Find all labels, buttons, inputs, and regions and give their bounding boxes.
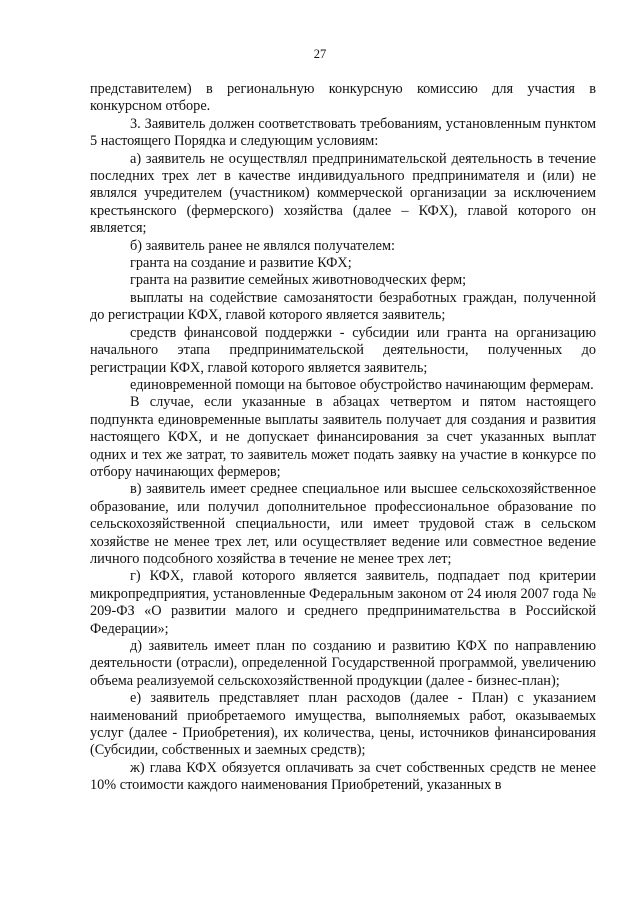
paragraph: е) заявитель представляет план расходов (далее - План) с указанием наименований приобретаемого имущества, выполняемых работ, оказываемых услуг (далее - Приобретения), их количества, цены, источников финансирования (Субсидии, собственных и заемных средств);	[90, 690, 596, 759]
paragraph: ж) глава КФХ обязуется оплачивать за счет собственных средств не менее 10% стоимости каждого наименования Приобретений, указанных в	[90, 759, 596, 794]
paragraph: б) заявитель ранее не являлся получателем:	[130, 237, 396, 254]
paragraph: выплаты на содействие самозанятости безработных граждан, полученной до регистрации КФХ, главой которого является заявитель;	[90, 289, 596, 324]
paragraph: г) КФХ, главой которого является заявитель, подпадает под критерии микропредприятия, установленные Федеральным законом от 24 июля 2007 года № 209-ФЗ «О развитии малого и среднего предпринимательства в Российской Федерации»;	[90, 568, 596, 637]
paragraph: в) заявитель имеет среднее специальное или высшее сельскохозяйственное образование, или получил дополнительное профессиональное образование по сельскохозяйственной специальности, или имеет трудовой стаж в сельском хозяйстве не менее трех лет, или осуществляет ведение или совместное ведение личного подсобного хозяйства в течение не менее трех лет;	[90, 481, 596, 567]
paragraph: 3. Заявитель должен соответствовать требованиям, установленным пунктом 5 настоящего Порядка и следующим условиям:	[90, 115, 596, 150]
paragraph: д) заявитель имеет план по созданию и развитию КФХ по направлению деятельности (отрасли), определенной Государственной программой, увеличению объема реализуемой сельскохозяйственной продукции (далее - бизнес-план);	[90, 638, 596, 689]
paragraph: В случае, если указанные в абзацах четвертом и пятом настоящего подпункта единовременные выплаты заявитель получает для создания и развития настоящего КФХ, и не допускает финансирования за счет указанных выплат одних и тех же затрат, то заявитель может подать заявку на участие в конкурсе по отбору начинающих фермеров;	[90, 394, 596, 480]
paragraph: представителем) в региональную конкурсную комиссию для участия в конкурсном отборе.	[90, 81, 596, 115]
paragraph: средств финансовой поддержки - субсидии или гранта на организацию начального этапа предпринимательской деятельности, полученных до регистрации КФХ, главой которого является заявитель;	[90, 324, 596, 376]
document-body	[90, 81, 596, 795]
paragraph: гранта на развитие семейных животноводческих ферм;	[130, 272, 467, 289]
paragraph: единовременной помощи на бытовое обустройство начинающим фермерам.	[130, 376, 594, 393]
paragraph: а) заявитель не осуществлял предпринимательской деятельность в течение последних трех лет в качестве индивидуального предпринимателя и (или) не являлся учредителем (участником) коммерческой организации за исключением крестьянского (фермерского) хозяйства (далее – КФХ), главой которого он является;	[90, 150, 596, 237]
page-number: 27	[313, 47, 327, 61]
paragraph: гранта на создание и развитие КФХ;	[130, 255, 352, 272]
